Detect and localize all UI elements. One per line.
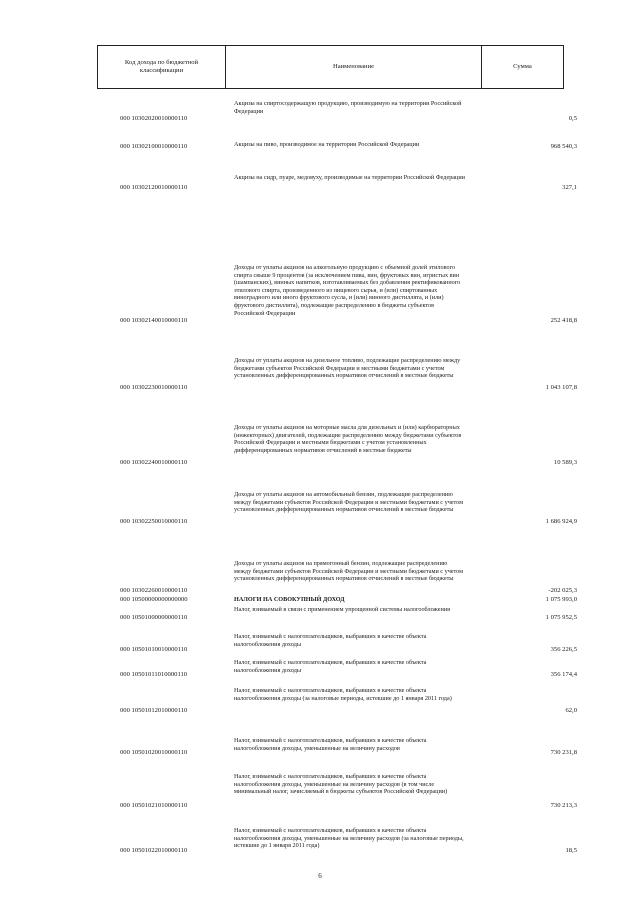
row-name: Налог, взимаемый в связи с применением упрощенной системы налогообложения bbox=[234, 606, 450, 613]
row-name: Доходы от уплаты акцизов на дизельное топливо, подлежащие распределению между бюджетами субъектов Российской Федерации и местными бюджетами с учетом установленных дифференцированных нормативов отчислений в местные бюджеты bbox=[234, 357, 461, 380]
row-sum: 730 231,8 bbox=[550, 749, 577, 756]
row-sum: 1 075 993,0 bbox=[545, 596, 577, 603]
row-code: 000 10500000000000000 bbox=[120, 596, 188, 603]
header-name: Наименование bbox=[226, 46, 482, 88]
row-code: 000 10302100010000110 bbox=[120, 143, 188, 150]
row-code: 000 10501010010000110 bbox=[120, 646, 188, 653]
row-sum: -202 025,3 bbox=[548, 587, 577, 594]
row-sum: 1 043 107,8 bbox=[545, 384, 577, 391]
row-code: 000 10302140010000110 bbox=[120, 317, 188, 324]
row-code: 000 10501021010000110 bbox=[120, 802, 188, 809]
row-sum: 1 075 952,5 bbox=[545, 614, 577, 621]
header-sum: Сумма bbox=[513, 63, 532, 70]
row-name: Налог, взимаемый с налогоплательщиков, выбравших в качестве объекта налогообложения доходы bbox=[234, 633, 427, 648]
row-sum: 252 418,8 bbox=[550, 317, 577, 324]
row-sum: 730 213,3 bbox=[550, 802, 577, 809]
row-code: 000 10501020010000110 bbox=[120, 749, 188, 756]
row-sum: 356 226,5 bbox=[550, 646, 577, 653]
row-code: 000 10501022010000110 bbox=[120, 847, 188, 854]
row-code: 000 10302260010000110 bbox=[120, 587, 188, 594]
row-code: 000 10302120010000110 bbox=[120, 184, 188, 191]
row-name: НАЛОГИ НА СОВОКУПНЫЙ ДОХОД bbox=[234, 596, 345, 603]
header-code: Код дохода по бюджетной классификации bbox=[98, 46, 226, 88]
row-name: Налог, взимаемый с налогоплательщиков, выбравших в качестве объекта налогообложения доходы, уменьшенные на величину расходов (в том числе минимальный налог, зачисляемый в бюджеты субъектов Российской Федерации) bbox=[234, 773, 448, 796]
row-sum: 968 540,3 bbox=[550, 143, 577, 150]
row-name: Доходы от уплаты акцизов на прямогонный бензин, подлежащие распределению между бюджетами субъектов Российской Федерации и местными бюджетами с учетом установленных дифференцированных нормативов отчислений в местные бюджеты bbox=[234, 560, 464, 583]
row-name: Акцизы на сидр, пуаре, медовуху, производимые на территории Российской Федерации bbox=[234, 174, 465, 181]
row-name: Акцизы на пиво, производимое на территории Российской Федерации bbox=[234, 141, 420, 148]
row-code: 000 10302250010000110 bbox=[120, 518, 188, 525]
row-sum: 0,5 bbox=[568, 115, 577, 122]
row-sum: 62,0 bbox=[565, 707, 577, 714]
row-sum: 327,1 bbox=[562, 184, 577, 191]
row-sum: 10 589,3 bbox=[553, 459, 577, 466]
row-code: 000 10302020010000110 bbox=[120, 115, 188, 122]
table-header bbox=[97, 45, 564, 89]
row-name: Налог, взимаемый с налогоплательщиков, выбравших в качестве объекта налогообложения доходы bbox=[234, 659, 427, 674]
row-name: Доходы от уплаты акцизов на моторные масла для дизельных и (или) карбюраторных (инжекторных) двигателей, подлежащие распределению между бюджетами субъектов Российской Федерации и местными бюджетами с учетом установленных дифференцированных нормативов отчислений в местные бюджеты bbox=[234, 424, 462, 454]
row-name: Налог, взимаемый с налогоплательщиков, выбравших в качестве объекта налогообложения доходы, уменьшенные на величину расходов bbox=[234, 737, 427, 752]
row-name: Налог, взимаемый с налогоплательщиков, выбравших в качестве объекта налогообложения доходы (за налоговые периоды, истекшие до 1 января 2011 года) bbox=[234, 687, 452, 702]
row-code: 000 10501011010000110 bbox=[120, 671, 188, 678]
page-number: 6 bbox=[318, 872, 322, 880]
row-name: Доходы от уплаты акцизов на алкогольную продукцию с объемной долей этилового спирта свыше 9 процентов (за исключением пива, вин, фруктовых вин, игристых вин (шампанских), винных напитков, изготавливаемых без добавления ректификованного этилового спирта, произведенного из пищевого сырья, и (или) спиртованных виноградного или иного фруктового сусла, и (или) винного дистиллята, и (или) фруктового дистиллята), подлежащие распределению в бюджеты субъектов Российской Федерации bbox=[234, 264, 461, 317]
row-code: 000 10302230010000110 bbox=[120, 384, 188, 391]
row-sum: 18,5 bbox=[565, 847, 577, 854]
row-code: 000 10501012010000110 bbox=[120, 707, 188, 714]
row-sum: 1 686 924,9 bbox=[545, 518, 577, 525]
row-sum: 356 174,4 bbox=[550, 671, 577, 678]
row-code: 000 10302240010000110 bbox=[120, 459, 188, 466]
row-code: 000 10501000000000110 bbox=[120, 614, 188, 621]
row-name: Акцизы на спиртосодержащую продукцию, производимую на территории Российской Федерации bbox=[234, 100, 462, 115]
row-name: Налог, взимаемый с налогоплательщиков, выбравших в качестве объекта налогообложения доходы, уменьшенные на величину расходов (за налоговые периоды, истекшие до 1 января 2011 года) bbox=[234, 827, 464, 850]
row-name: Доходы от уплаты акцизов на автомобильный бензин, подлежащие распределению между бюджетами субъектов Российской Федерации и местными бюджетами с учетом установленных дифференцированных нормативов отчислений в местные бюджеты bbox=[234, 491, 464, 514]
